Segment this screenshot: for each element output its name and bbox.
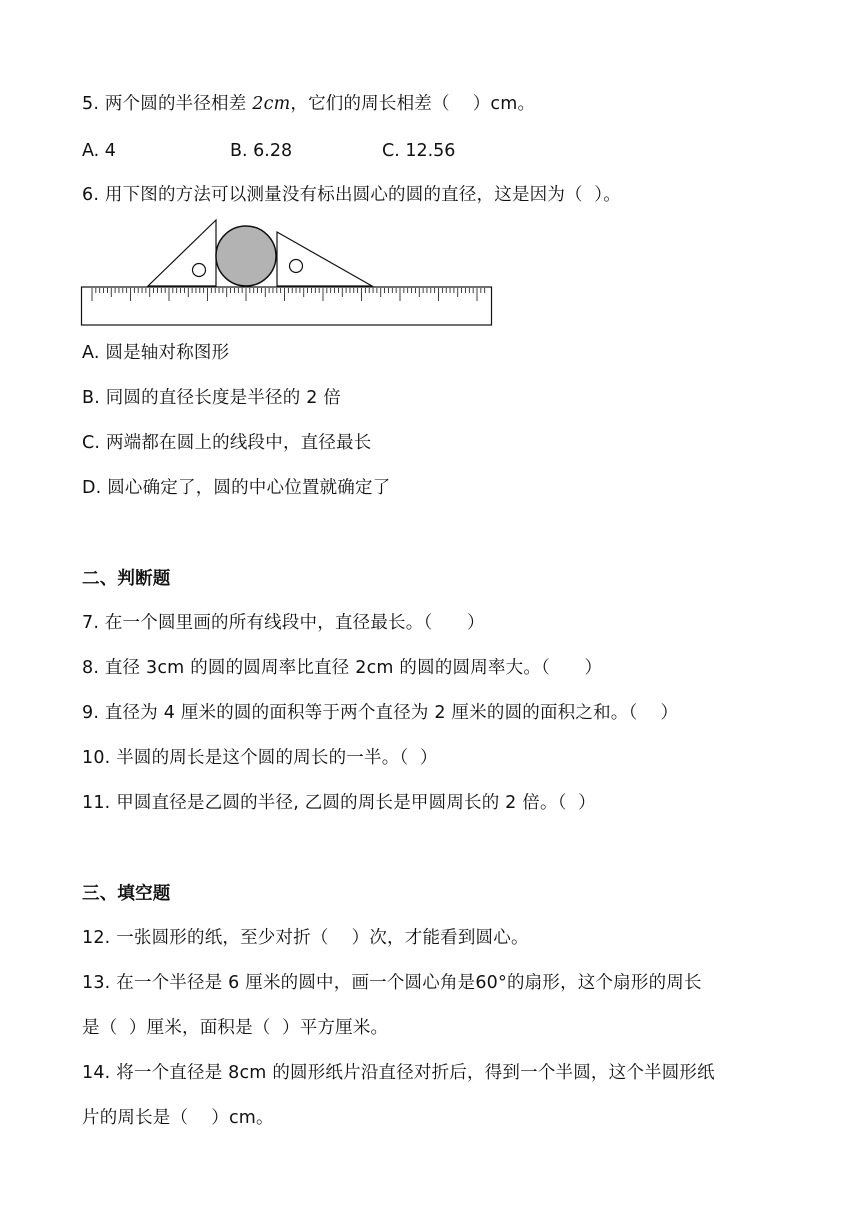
question-7: 7. 在一个圆里画的所有线段中，直径最长。（ ） — [82, 613, 485, 633]
q6-option-c: C. 两端都在圆上的线段中，直径最长 — [82, 433, 372, 453]
question-5-prefix: 5. 两个圆的半径相差 — [82, 94, 253, 114]
question-11: 11. 甲圆直径是乙圆的半径, 乙圆的周长是甲圆周长的 2 倍。（ ） — [82, 793, 596, 813]
question-8: 8. 直径 3cm 的圆的圆周率比直径 2cm 的圆的圆周率大。（ ） — [82, 658, 603, 678]
section-3-heading: 三、填空题 — [82, 884, 171, 904]
q6-option-b: B. 同圆的直径长度是半径的 2 倍 — [82, 388, 341, 408]
set-square-icon — [148, 220, 216, 286]
question-14-line-1: 14. 将一个直径是 8cm 的圆形纸片沿直径对折后，得到一个半圆，这个半圆形纸 — [82, 1063, 715, 1083]
ruler-figure — [80, 218, 494, 328]
question-13-line-2: 是（ ）厘米，面积是（ ）平方厘米。 — [82, 1018, 389, 1038]
section-2-heading: 二、判断题 — [82, 569, 171, 589]
question-5-math: 2cm — [252, 94, 291, 114]
q5-option-b: B. 6.28 — [230, 141, 293, 161]
q6-option-a: A. 圆是轴对称图形 — [82, 343, 230, 363]
question-9: 9. 直径为 4 厘米的圆的面积等于两个直径为 2 厘米的圆的面积之和。（ ） — [82, 703, 679, 723]
ruler-icon — [82, 287, 492, 325]
q6-option-d: D. 圆心确定了，圆的中心位置就确定了 — [82, 478, 391, 498]
question-5-suffix: ，它们的周长相差（ ）cm。 — [290, 94, 536, 114]
circle-shape-icon — [216, 226, 276, 286]
q5-option-c: C. 12.56 — [382, 141, 456, 161]
question-13-line-1: 13. 在一个半径是 6 厘米的圆中，画一个圆心角是60°的扇形，这个扇形的周长 — [82, 973, 702, 993]
q5-option-a: A. 4 — [82, 141, 116, 161]
question-14-line-2: 片的周长是（ ）cm。 — [82, 1108, 274, 1128]
question-10: 10. 半圆的周长是这个圆的周长的一半。（ ） — [82, 748, 438, 768]
question-5 — [82, 91, 535, 117]
question-6: 6. 用下图的方法可以测量没有标出圆心的圆的直径，这是因为（ ）。 — [82, 185, 621, 205]
question-12: 12. 一张圆形的纸，至少对折（ ）次，才能看到圆心。 — [82, 928, 529, 948]
set-square-icon — [277, 232, 372, 286]
